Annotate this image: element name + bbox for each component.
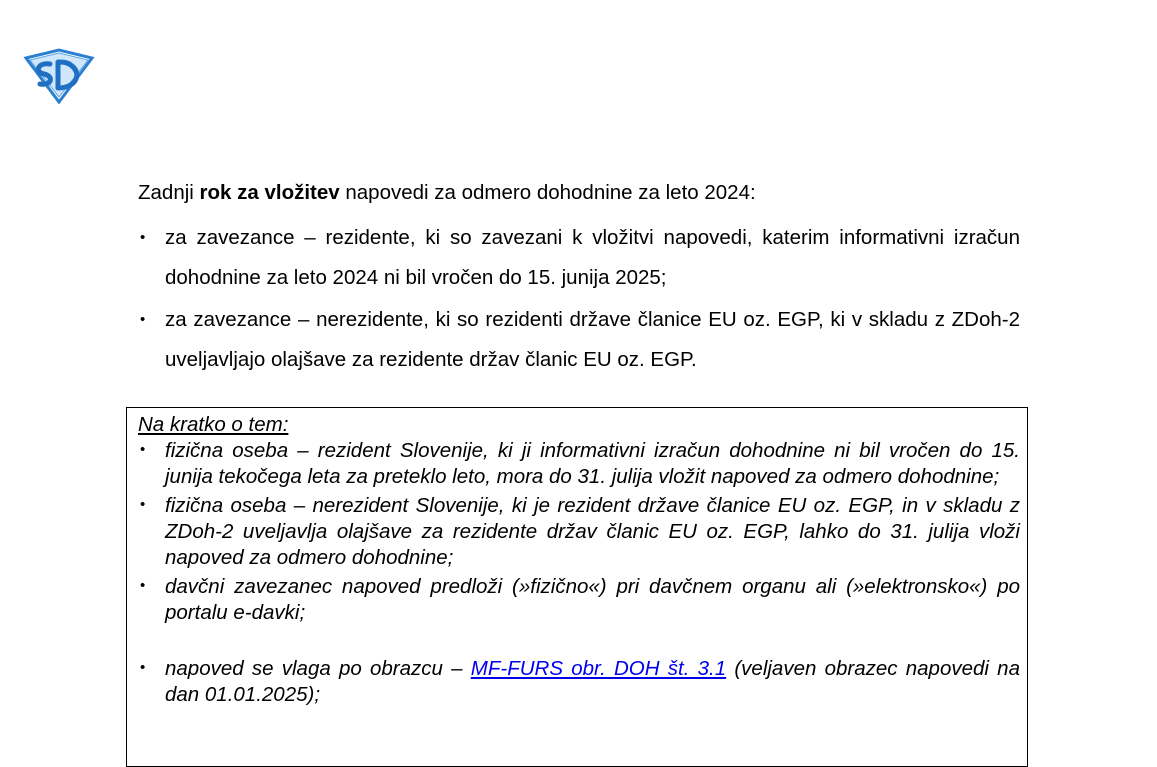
intro-text-start: Zadnji xyxy=(138,181,200,204)
list-item-text: fizična oseba – nerezident Slovenije, ki je rezident države članice EU oz. EGP, in v skladu z ZDoh-2 uveljavlja olajšave za rezidente držav članic EU oz. EGP, lahko do 31. julija vloži napoved za odmero dohodnine; xyxy=(165,494,1020,569)
list-item-text: za zavezance – nerezidente, ki so rezidenti države članice EU oz. EGP, ki v skladu z ZDoh-2 uveljavljajo olajšave za rezidente držav članic EU oz. EGP. xyxy=(165,308,1020,371)
list-item xyxy=(138,656,1020,708)
bullet-icon: • xyxy=(140,577,146,594)
bullet-icon: • xyxy=(140,311,146,328)
bullet-icon: • xyxy=(140,659,146,676)
summary-box-title: Na kratko o tem: xyxy=(138,413,289,436)
form-item-text-end: (veljaven obrazec napovedi na dan 01.01.2025); xyxy=(165,657,1020,706)
list-item xyxy=(138,574,1020,626)
list-item xyxy=(138,300,1020,380)
bullet-icon: • xyxy=(140,441,146,458)
intro-text-end: napovedi za odmero dohodnine za leto 2024: xyxy=(339,181,756,204)
list-item xyxy=(138,218,1020,298)
list-item-text: davčni zavezanec napoved predloži (»fizično«) pri davčnem organu ali (»elektronsko«) po portalu e-davki; xyxy=(165,575,1020,624)
bullet-icon: • xyxy=(140,229,146,246)
summary-box-content xyxy=(138,412,1020,711)
form-doh-link[interactable]: MF-FURS obr. DOH št. 3.1 xyxy=(470,657,727,680)
sd-shield-logo-icon xyxy=(22,48,96,104)
list-item-text: fizična oseba – rezident Slovenije, ki ji informativni izračun dohodnine ni bil vročen do 15. junija tekočega leta za preteklo leto, mora do 31. julija vložit napoved za odmero dohodnine; xyxy=(165,439,1020,488)
form-item-text-start: napoved se vlaga po obrazcu – xyxy=(165,657,471,680)
summary-bullet-list xyxy=(138,438,1020,708)
deadline-bullet-list xyxy=(138,218,1020,380)
summary-box xyxy=(126,407,1028,767)
list-item xyxy=(138,438,1020,490)
list-item xyxy=(138,493,1020,571)
bullet-icon: • xyxy=(140,496,146,513)
list-item-text: za zavezance – rezidente, ki so zavezani k vložitvi napovedi, katerim informativni izračun dohodnine za leto 2024 ni bil vročen do 15. junija 2025; xyxy=(165,226,1020,289)
filing-deadline-section xyxy=(138,178,1020,382)
intro-text-bold: rok za vložitev xyxy=(199,181,340,204)
deadline-intro-sentence xyxy=(138,178,1020,208)
